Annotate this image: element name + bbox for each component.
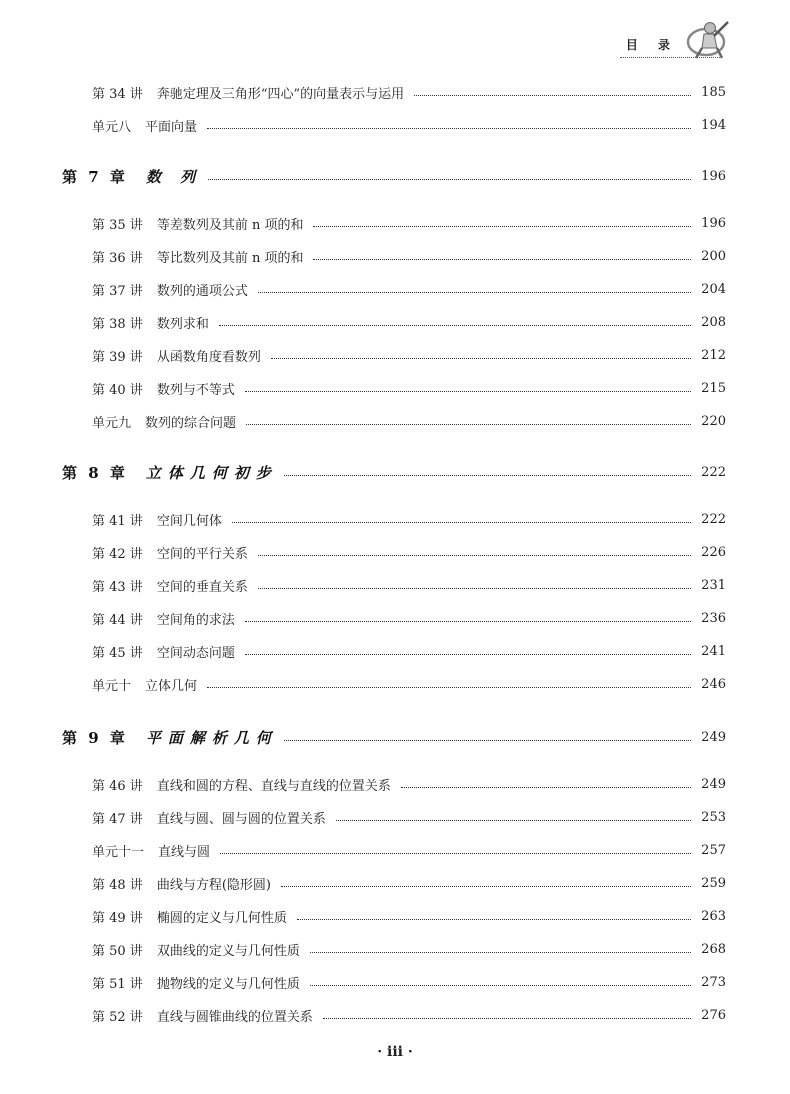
toc-entry-page: 196 [701,215,726,231]
toc-unit [92,114,726,136]
dot-leader [246,424,691,425]
toc-entry-page: 241 [701,643,726,659]
dot-leader [219,325,691,326]
dot-leader [313,259,691,260]
toc-entry-page: 204 [701,281,726,297]
toc-entry-page: 208 [701,314,726,330]
toc-lecture [92,640,726,662]
toc-lecture [92,377,726,399]
toc-entry-title: 抛物线的定义与几何性质 [156,976,300,992]
dot-leader [310,952,691,953]
toc-entry-label: 第 51 讲 [92,976,143,992]
toc-lecture [92,344,726,366]
dot-leader [258,292,691,293]
toc-entry-page: 249 [701,729,726,745]
dot-leader [245,621,691,622]
toc-lecture [92,1004,726,1026]
page-number: · iii · [377,1044,413,1060]
toc-entry-label: 第 44 讲 [92,612,143,628]
dot-leader [284,475,691,476]
toc-entry-page: 273 [701,974,726,990]
toc-entry-page: 212 [701,347,726,363]
dot-leader [208,179,691,180]
toc-lecture [92,81,726,103]
toc-entry-title: 椭圆的定义与几何性质 [156,910,287,926]
toc-lecture [92,938,726,960]
toc-entry-page: 249 [701,776,726,792]
toc-entry-label: 第 36 讲 [92,250,143,266]
toc-entry-title: 平面向量 [145,119,198,135]
toc-entry-title: 等比数列及其前 n 项的和 [156,250,304,266]
toc-entry-title: 数列与不等式 [156,382,235,398]
toc-entry-title: 奔驰定理及三角形“四心”的向量表示与运用 [156,86,405,102]
toc-entry-title: 数列的通项公式 [156,283,248,299]
toc-entry-page: 196 [701,168,726,184]
dot-leader [297,919,691,920]
toc-entry-title: 曲线与方程(隐形圆) [156,877,271,893]
toc-entry-page: 215 [701,380,726,396]
toc-entry-page: 222 [701,511,726,527]
toc-entry-label: 第 39 讲 [92,349,143,365]
toc-entry-page: 200 [701,248,726,264]
toc-entry-title: 直线与圆锥曲线的位置关系 [156,1009,313,1025]
dot-leader [313,226,691,227]
toc-entry-label: 第 38 讲 [92,316,143,332]
toc-entry-label: 第 50 讲 [92,943,143,959]
toc-entry-label: 单元九 [92,415,132,431]
dot-leader [284,740,691,741]
toc-lecture [92,278,726,300]
dot-leader [336,820,691,821]
toc-entry-label: 第 47 讲 [92,811,143,827]
toc-entry-label: 第 45 讲 [92,645,143,661]
toc-entry-title: 空间的垂直关系 [156,579,248,595]
toc-chapter [62,725,726,749]
dot-leader [281,886,691,887]
toc-entry-label: 第 49 讲 [92,910,143,926]
dot-leader [258,555,691,556]
toc-chapter [62,460,726,484]
toc-entry-title: 从函数角度看数列 [156,349,261,365]
dot-leader [323,1018,691,1019]
toc-entry-title: 等差数列及其前 n 项的和 [156,217,304,233]
toc-entry-page: 268 [701,941,726,957]
toc-entry-title: 直线和圆的方程、直线与直线的位置关系 [156,778,391,794]
toc-entry-label: 第 52 讲 [92,1009,143,1025]
toc-unit [92,839,726,861]
toc-entry-title: 双曲线的定义与几何性质 [156,943,300,959]
toc-entry-label: 第 9 章 [62,728,128,747]
toc-entry-title: 数列的综合问题 [145,415,237,431]
toc-entry-label: 第 48 讲 [92,877,143,893]
toc-entry-label: 第 41 讲 [92,513,143,529]
toc-entry-label: 第 8 章 [62,463,128,482]
toc-entry-page: 253 [701,809,726,825]
toc-entry-label: 第 46 讲 [92,778,143,794]
toc-lecture [92,508,726,530]
toc-lecture [92,905,726,927]
toc-entry-title: 直线与圆 [158,844,211,860]
toc-lecture [92,806,726,828]
toc-lecture [92,245,726,267]
toc-unit [92,673,726,695]
toc-entry-page: 220 [701,413,726,429]
toc-lecture [92,212,726,234]
toc-unit [92,410,726,432]
toc-entry-page: 226 [701,544,726,560]
toc-entry-page: 257 [701,842,726,858]
toc-entry-title: 空间的平行关系 [156,546,248,562]
toc-entry-label: 第 37 讲 [92,283,143,299]
dot-leader [207,687,691,688]
header-title: 目 录 [625,38,678,52]
toc-entry-label: 第 42 讲 [92,546,143,562]
dot-leader [232,522,691,523]
toc-entry-label: 第 34 讲 [92,86,143,102]
toc-lecture [92,872,726,894]
dot-leader [414,95,691,96]
toc-entry-label: 第 40 讲 [92,382,143,398]
toc-entry-label: 第 7 章 [62,167,128,186]
toc-lecture [92,607,726,629]
toc-entry-label: 单元八 [92,119,132,135]
dot-leader [258,588,691,589]
toc-entry-page: 246 [701,676,726,692]
toc-entry-page: 259 [701,875,726,891]
toc-lecture [92,773,726,795]
toc-lecture [92,574,726,596]
toc-chapter [62,164,726,188]
toc-entry-title: 立体几何 [145,678,198,694]
toc-entry-label: 第 43 讲 [92,579,143,595]
toc-lecture [92,971,726,993]
toc-entry-page: 276 [701,1007,726,1023]
toc-entry-page: 194 [701,117,726,133]
toc-entry-page: 185 [701,84,726,100]
toc-entry-title: 立体几何初步 [145,463,278,482]
toc-entry-title: 空间角的求法 [156,612,235,628]
toc-entry-page: 263 [701,908,726,924]
toc-entry-title: 数列求和 [156,316,209,332]
toc-entry-title: 空间动态问题 [156,645,235,661]
dot-leader [207,128,691,129]
toc-entry-title: 平面解析几何 [145,728,278,747]
dot-leader [271,358,691,359]
toc-entry-page: 236 [701,610,726,626]
dot-leader [401,787,691,788]
toc-lecture [92,541,726,563]
toc-entry-label: 单元十一 [92,844,145,860]
toc-entry-title: 数 列 [145,167,203,186]
toc-lecture [92,311,726,333]
dot-leader [245,654,691,655]
toc-entry-page: 231 [701,577,726,593]
toc-entry-label: 第 35 讲 [92,217,143,233]
toc-entry-title: 空间几何体 [156,513,222,529]
toc-entry-page: 222 [701,464,726,480]
dot-leader [220,853,691,854]
dot-leader [245,391,691,392]
dot-leader [310,985,691,986]
toc-entry-title: 直线与圆、圆与圆的位置关系 [156,811,326,827]
toc-entry-label: 单元十 [92,678,132,694]
